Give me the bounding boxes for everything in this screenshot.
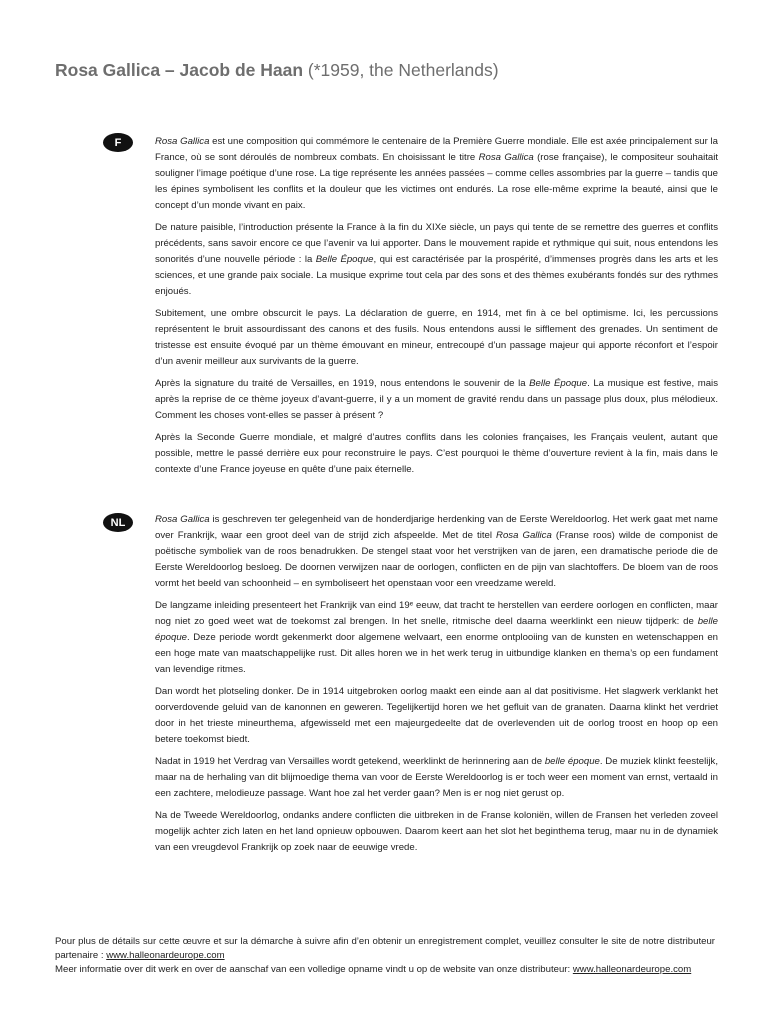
italic-title-text: Rosa Gallica [155, 136, 210, 147]
paragraph-text: is geschreven ter gelegenheid van de honderdjarige herdenking van de Eerste Wereldoorlog. Het werk gaat met name over Frankrijk, waar een groot deel van de strijd zich afspeelde. Met de titel [155, 514, 719, 541]
italic-title-text: Rosa Gallica [496, 529, 552, 541]
footer-french-text: Pour plus de détails sur cette œuvre et sur la démarche à suivre afin d’en obtenir un enregistrement complet, veuillez consulter le site de notre distributeur partenaire : [55, 936, 715, 962]
italic-title-text: Belle Époque [529, 378, 588, 390]
distributor-link-fr[interactable]: www.halleonardeurope.com [106, 950, 225, 962]
title-main: Rosa Gallica – Jacob de Haan [55, 60, 304, 80]
paragraph-text: Après la Seconde Guerre mondiale, et malgré d’autres conflits dans les colonies françaises, les Français veulent, autant que possible, mettre le passé derrière eux pour reconstruire le pays. C’est pourquoi le thème d’ouverture revient à la fin, mais dans le contexte d’une France joyeuse en quête d’une paix éternelle. [155, 432, 718, 476]
paragraph [155, 306, 718, 370]
paragraph [155, 754, 718, 802]
paragraph [155, 598, 718, 678]
paragraph-text: . La musique est festive, mais après la reprise de ce thème joyeux d’avant-guerre, il y a un moment de gravité rendu dans un passage plus doux, plus mélodieux. Comment les choses vont-elles se passer à présent ? [155, 378, 718, 421]
italic-title-text: belle époque [544, 756, 600, 768]
paragraph-text: . Deze periode wordt gekenmerkt door algemene welvaart, een enorme ontplooiing van de kunsten en wetenschappen en een hoge mate van maatschappelijke rust. Dit alles horen we in het werk terug in uitbundige klanken en thema’s op een fundament van levendige ritmes. [155, 631, 718, 675]
paragraph-text: Après la signature du traité de Versailles, en 1919, nous entendons le souvenir de la [155, 378, 530, 390]
page-title [55, 60, 499, 81]
italic-title-text: Rosa Gallica [155, 514, 210, 525]
footer-dutch-text: Meer informatie over dit werk en over de aanschaf van een volledige opname vindt u op de website van onze distributeur: [55, 964, 573, 976]
paragraph-text: , qui est caractérisée par la prospérité, d’immenses progrès dans les arts et les sciences, et une grande paix sociale. La musique exprime tout cela par des sons et des thèmes exubérants fondés sur des rythmes enjoués. [155, 253, 718, 297]
paragraph-text: Dan wordt het plotseling donker. De in 1914 uitgebroken oorlog maakt een einde aan al dat positivisme. Het slagwerk verklankt het oorverdovende geluid van de kanonnen en geweren. Tegelijkertijd horen we het gefluit van de granaten. Daarna klinkt het verdriet door in het trieste mineurthema, afgewisseld met een majeurgedeelte dat de overlevenden uit de oorlog troost en hoop op een betere toekomst biedt. [155, 686, 718, 745]
paragraph [155, 220, 718, 300]
paragraph [155, 134, 718, 214]
italic-title-text: belle époque [155, 615, 718, 643]
paragraph-text: De langzame inleiding presenteert het Frankrijk van eind 19ᵉ eeuw, dat tracht te herstellen van eerdere oorlogen en conflicten, maar nog niet zo goed weet wat de toekomst zal brengen. In het snelle, ritmische deel daarna weerklinkt een nieuw tijdperk: de [155, 600, 718, 627]
footer-dutch [55, 963, 715, 977]
paragraph-text: (Franse roos) wilde de componist de poëtische symboliek van de roos benadrukken. De stengel staat voor het verstrijken van de jaren, een dramatische periode die de Eerste Wereldoorlog besloeg. De doornen verwijzen naar de oorlogen, conflicten en de pijn van slachtoffers. De bloem van de roos vormt het beeld van schoonheid – en symboliseert het openstaan voor een vreedzame wereld. [155, 529, 718, 589]
italic-title-text: Rosa Gallica [478, 151, 534, 163]
paragraph [155, 376, 718, 424]
footer [55, 935, 715, 978]
title-subtitle: (*1959, the Netherlands) [303, 60, 499, 80]
paragraph-text: (rose française), le compositeur souhaitait souligner l’image poétique d’une rose. La tige représente les années passées – comme celles assombries par la guerre – tandis que les épines symbolisent les conflits et la douleur que les victimes ont endurés. La rose elle-même exprime la beauté, ainsi que le concept d’un monde vivant en paix. [155, 151, 719, 211]
paragraph-text: Subitement, une ombre obscurcit le pays. La déclaration de guerre, en 1914, met fin à ce bel optimisme. Ici, les percussions représentent le bruit assourdissant des canons et des fusils. Nous entendons aussi le sifflement des grenades. Un sentiment de tristesse est ensuite évoqué par un thème émouvant en mineur, entrecoupé d’un passage majeur qui apporte réconfort et l’espoir d’un avenir meilleur aux survivants de la guerre. [155, 308, 718, 367]
paragraph-text: De nature paisible, l’introduction présente la France à la fin du XIXe siècle, un pays qui tente de se remettre des guerres et conflits précédents, sans savoir encore ce que l’avenir va lui apporter. Dans le mouvement rapide et rythmique qui suit, nous entendons les sonorités d’une nouvelle période : la [155, 222, 718, 265]
paragraph [155, 512, 718, 592]
section-dutch [155, 512, 718, 863]
paragraph [155, 684, 718, 748]
language-badge-nl: NL [103, 513, 133, 532]
paragraph [155, 430, 718, 478]
italic-title-text: Belle Époque [315, 253, 374, 265]
paragraph-text: Na de Tweede Wereldoorlog, ondanks andere conflicten die uitbreken in de Franse koloniën, willen de Fransen het verleden zoveel mogelijk achter zich laten en het land opnieuw opbouwen. Daarom keert aan het slot het beginthema terug, maar nu in de dynamiek van een vreugdevol Frankrijk op zoek naar de eeuwige vrede. [155, 810, 718, 854]
paragraph-text: est une composition qui commémore le centenaire de la Première Guerre mondiale. Elle est axée principalement sur la France, où se sont déroulés de nombreux combats. En choisissant le titre [155, 136, 718, 163]
paragraph-text: Nadat in 1919 het Verdrag van Versailles wordt getekend, weerklinkt de herinnering aan de [155, 756, 545, 768]
paragraph-text: . De muziek klinkt feestelijk, maar na de herhaling van dit blijmoedige thema van voor de Eerste Wereldoorlog is er toch weer een moment van ernst, vertaald in een zachtere, melodieuze passage. Want hoe zal het verder gaan? Men is er nog niet gerust op. [155, 756, 719, 799]
language-badge-fr: F [103, 133, 133, 152]
section-french [155, 134, 718, 485]
distributor-link-nl[interactable]: www.halleonardeurope.com [572, 964, 692, 976]
footer-french [55, 935, 715, 963]
paragraph [155, 808, 718, 856]
